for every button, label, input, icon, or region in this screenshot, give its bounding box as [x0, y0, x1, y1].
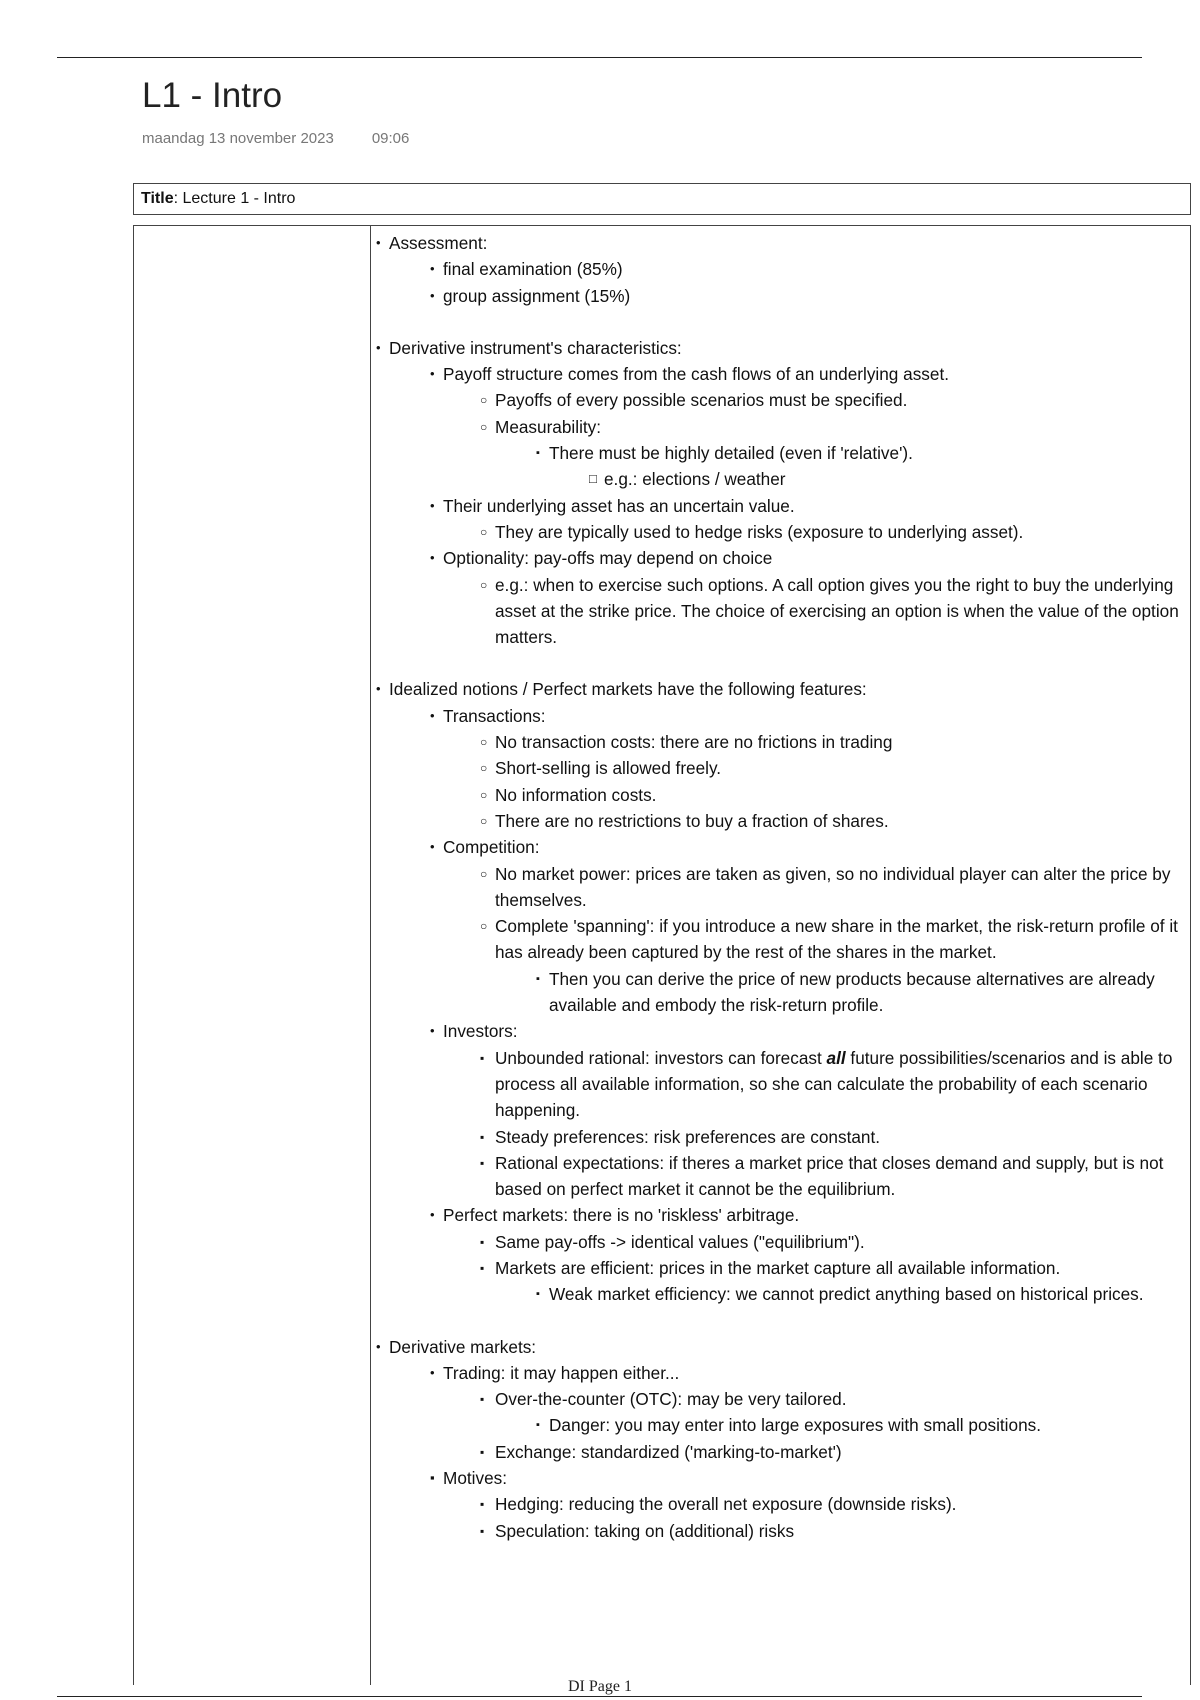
- note-text: Then you can derive the price of new products because alternatives are already available and embody the risk-return profile.: [549, 968, 1155, 1016]
- note-item: [374, 335, 1182, 361]
- note-item: [374, 1202, 1182, 1228]
- note-item: [374, 283, 1182, 309]
- bullet-icon: ○: [480, 866, 488, 881]
- bullet-icon: ▪: [536, 972, 540, 985]
- note-text: Payoff structure comes from the cash flows of an underlying asset.: [443, 364, 949, 385]
- top-rule: [57, 57, 1142, 58]
- bullet-icon: ▪: [480, 1497, 485, 1512]
- lecture-title-box: [133, 183, 1191, 215]
- bullet-icon: •: [430, 287, 435, 303]
- note-item: [374, 387, 1182, 413]
- cue-column-divider: [370, 226, 371, 1685]
- note-item: [374, 440, 1182, 466]
- bullet-icon: ○: [480, 735, 488, 750]
- note-item: [374, 1255, 1182, 1281]
- bullet-icon: ▪: [480, 1392, 485, 1407]
- note-text: Over-the-counter (OTC): may be very tailored.: [495, 1389, 847, 1410]
- bullet-icon: ▪: [480, 1523, 485, 1538]
- note-item: [374, 782, 1182, 808]
- bullet-icon: •: [430, 1364, 435, 1380]
- note-item: [374, 913, 1182, 966]
- note-text: Exchange: standardized ('marking-to-market'): [495, 1441, 842, 1462]
- note-item: [374, 1412, 1182, 1438]
- note-item: [374, 703, 1182, 729]
- note-item: [374, 755, 1182, 781]
- note-item: [374, 230, 1182, 256]
- bullet-icon: ▪: [480, 1155, 485, 1170]
- note-item: [374, 1281, 1182, 1307]
- note-item: [374, 493, 1182, 519]
- note-text: Investors:: [443, 1021, 518, 1042]
- note-text: Their underlying asset has an uncertain value.: [443, 495, 795, 516]
- note-item: [374, 466, 1182, 492]
- note-item: [374, 861, 1182, 914]
- note-text: [495, 1045, 1182, 1124]
- bullet-icon: ○: [480, 524, 488, 539]
- page-meta: [142, 130, 409, 147]
- note-text: e.g.: when to exercise such options. A call option gives you the right to buy the underlying asset at the strike price. The choice of exercising an option is when the value of the option matters.: [495, 574, 1179, 648]
- note-text: Transactions:: [443, 705, 546, 726]
- note-item: [374, 1439, 1182, 1465]
- bullet-icon: ▪: [430, 1470, 435, 1486]
- note-item: [374, 1465, 1182, 1491]
- bullet-icon: •: [376, 1338, 381, 1354]
- note-text: final examination (85%): [443, 259, 623, 280]
- note-text: Steady preferences: risk preferences are constant.: [495, 1126, 881, 1147]
- bullet-icon: •: [430, 497, 435, 513]
- note-item: [374, 1491, 1182, 1517]
- note-text: Same pay-offs -> identical values ("equilibrium").: [495, 1231, 865, 1252]
- note-item: [374, 808, 1182, 834]
- note-text: No market power: prices are taken as given, so no individual player can alter the price by themselves.: [495, 863, 1171, 910]
- note-text: Trading: it may happen either...: [443, 1362, 680, 1383]
- bullet-icon: ▪: [480, 1050, 485, 1065]
- note-text: Derivative markets:: [389, 1336, 537, 1357]
- note-item: [374, 572, 1182, 651]
- bullet-icon: ▪: [480, 1234, 485, 1249]
- bullet-icon: •: [430, 1207, 435, 1223]
- bullet-icon: ▪: [480, 1444, 485, 1459]
- note-text: Complete 'spanning': if you introduce a new share in the market, the risk-return profile of it has already been captured by the rest of the shares in the market.: [495, 916, 1178, 963]
- note-item: [374, 1018, 1182, 1044]
- note-item: [374, 966, 1182, 1019]
- bullet-icon: ○: [480, 577, 488, 592]
- note-item: [374, 1360, 1182, 1386]
- bullet-icon: •: [430, 1023, 435, 1039]
- note-item: [374, 1386, 1182, 1412]
- bullet-icon: ○: [480, 419, 488, 434]
- section-gap: [374, 309, 1182, 335]
- note-text: group assignment (15%): [443, 285, 631, 306]
- note-emphasis: all: [826, 1047, 846, 1068]
- note-item: [374, 361, 1182, 387]
- title-label: Title: [141, 190, 174, 207]
- note-item: [374, 256, 1182, 282]
- bullet-icon: •: [430, 261, 435, 277]
- note-text: Hedging: reducing the overall net exposure (downside risks).: [495, 1494, 957, 1515]
- note-text: Payoffs of every possible scenarios must be specified.: [495, 390, 908, 411]
- note-text: Idealized notions / Perfect markets have the following features:: [389, 679, 867, 700]
- note-text: Motives:: [443, 1468, 507, 1489]
- note-text: Speculation: taking on (additional) risks: [495, 1520, 795, 1541]
- note-item: [374, 834, 1182, 860]
- note-item: [374, 676, 1182, 702]
- section-gap: [374, 1308, 1182, 1334]
- note-text: Markets are efficient: prices in the market capture all available information.: [495, 1257, 1061, 1278]
- note-text-part: future possibilities/scenarios and is able to process all available information, so she can calculate the probability of each scenario happening.: [495, 1047, 1173, 1121]
- note-text: No transaction costs: there are no frictions in trading: [495, 732, 893, 753]
- note-item: [374, 519, 1182, 545]
- note-text: Danger: you may enter into large exposures with small positions.: [549, 1415, 1041, 1436]
- bottom-rule: [57, 1696, 1142, 1697]
- note-text-part: Unbounded rational: investors can forecast: [495, 1047, 827, 1068]
- bullet-icon: •: [376, 339, 381, 355]
- note-item: [374, 1334, 1182, 1360]
- bullet-icon: •: [430, 366, 435, 382]
- title-value: : Lecture 1 - Intro: [173, 190, 296, 207]
- note-item: [374, 1150, 1182, 1203]
- note-text: Competition:: [443, 837, 540, 858]
- note-text: Derivative instrument's characteristics:: [389, 337, 682, 358]
- note-item: [374, 545, 1182, 571]
- note-item: [374, 729, 1182, 755]
- bullet-icon: ○: [480, 393, 488, 408]
- bullet-icon: ▪: [480, 1260, 485, 1275]
- note-text: Measurability:: [495, 416, 602, 437]
- bullet-icon: □: [589, 471, 597, 487]
- note-text: e.g.: elections / weather: [604, 469, 786, 490]
- bullet-icon: ▪: [536, 1419, 540, 1432]
- note-item: [374, 1229, 1182, 1255]
- note-text: Rational expectations: if theres a market price that closes demand and supply, but is not based on perfect market it cannot be the equilibrium.: [495, 1152, 1164, 1200]
- note-text: Weak market efficiency: we cannot predict anything based on historical prices.: [549, 1284, 1144, 1305]
- page-footer: DI Page 1: [568, 1678, 632, 1695]
- note-item: [374, 1124, 1182, 1150]
- note-text: There must be highly detailed (even if 'relative').: [549, 443, 913, 464]
- bullet-icon: •: [430, 550, 435, 566]
- note-text: Optionality: pay-offs may depend on choice: [443, 548, 773, 569]
- note-text: Assessment:: [389, 233, 488, 253]
- bullet-icon: •: [376, 681, 381, 697]
- bullet-icon: •: [376, 235, 381, 250]
- note-item: [374, 1518, 1182, 1544]
- page-title: L1 - Intro: [142, 76, 283, 115]
- bullet-icon: •: [430, 839, 435, 855]
- note-item: [374, 1045, 1182, 1124]
- page-time: 09:06: [371, 130, 410, 147]
- note-text: Perfect markets: there is no 'riskless' arbitrage.: [443, 1205, 800, 1226]
- note-text: Short-selling is allowed freely.: [495, 758, 722, 779]
- bullet-icon: ▪: [536, 1288, 540, 1301]
- bullet-icon: •: [430, 707, 435, 723]
- bullet-icon: ○: [480, 787, 488, 802]
- notes-column: [374, 230, 1182, 1544]
- cornell-notes-table: [133, 225, 1191, 1685]
- note-text: There are no restrictions to buy a fraction of shares.: [495, 810, 889, 831]
- bullet-icon: ○: [480, 761, 488, 776]
- section-gap: [374, 650, 1182, 676]
- note-item: [374, 414, 1182, 440]
- bullet-icon: ○: [480, 919, 488, 934]
- bullet-icon: ▪: [536, 447, 540, 460]
- page-date: maandag 13 november 2023: [142, 130, 334, 147]
- note-text: They are typically used to hedge risks (exposure to underlying asset).: [495, 521, 1024, 542]
- bullet-icon: ○: [480, 813, 488, 828]
- note-text: No information costs.: [495, 784, 657, 805]
- bullet-icon: ▪: [480, 1129, 485, 1144]
